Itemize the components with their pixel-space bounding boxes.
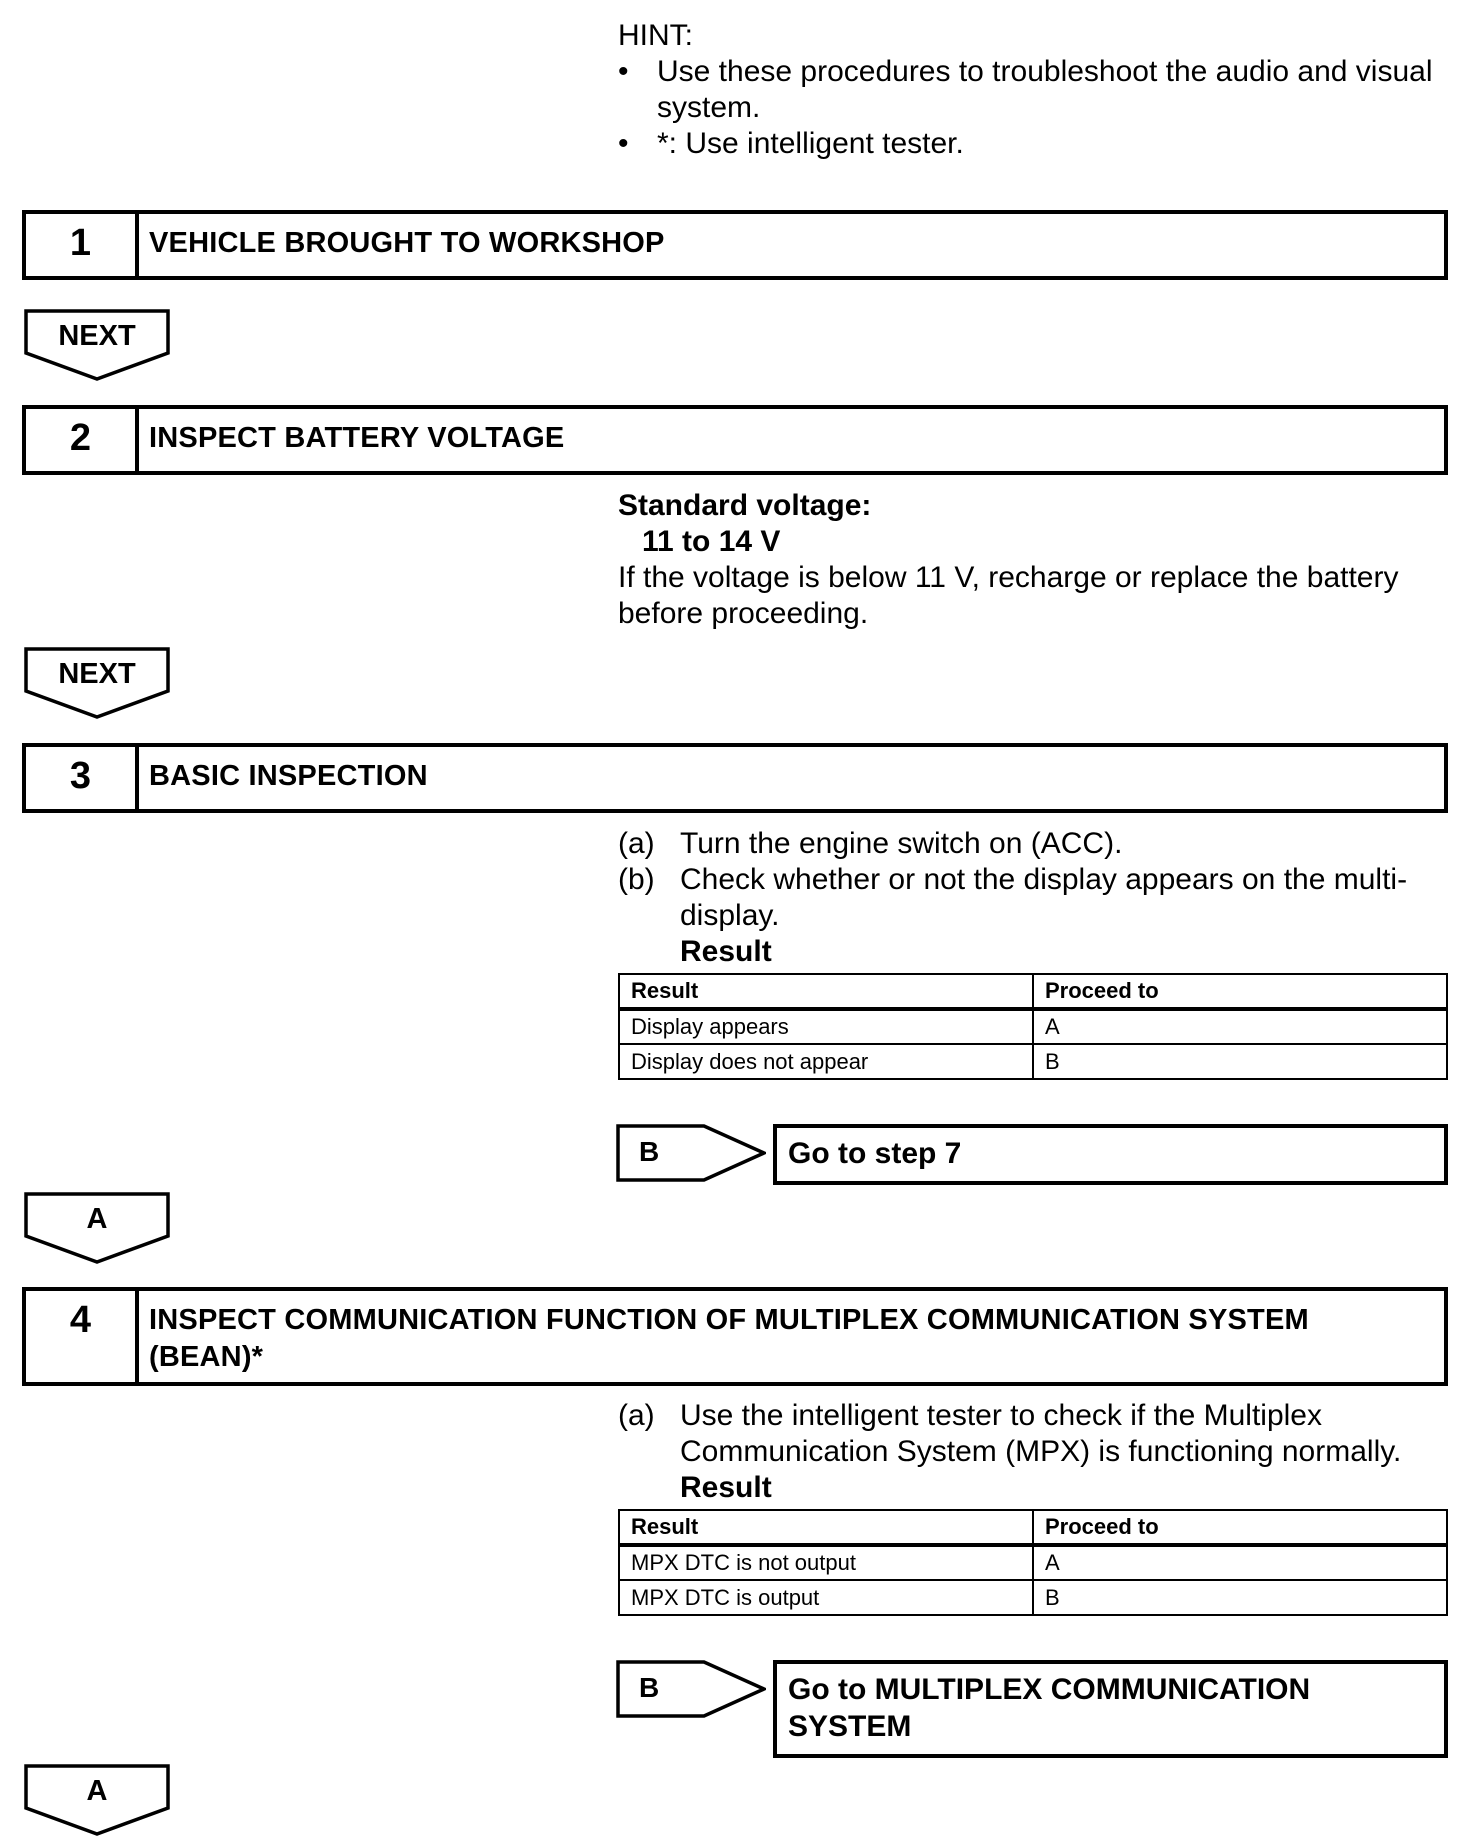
item-label-a: (a)	[618, 827, 655, 860]
goto-text-line2: SYSTEM	[788, 1710, 912, 1743]
step3-item-a-text: Turn the engine switch on (ACC).	[680, 827, 1123, 860]
a-arrow-1	[24, 1192, 170, 1264]
table-cell: B	[1033, 1044, 1447, 1079]
goto-step-7-box	[773, 1124, 1448, 1185]
goto-text-line1: Go to MULTIPLEX COMMUNICATION	[788, 1673, 1311, 1706]
next-arrow-1	[24, 309, 170, 381]
step3-result-table	[618, 973, 1448, 1080]
step-number: 1	[26, 214, 139, 276]
result-heading: Result	[680, 1471, 772, 1504]
step3-item-b-line1: Check whether or not the display appears on the multi-	[680, 863, 1408, 896]
standard-voltage-label: Standard voltage:	[618, 489, 872, 522]
step-2-header	[22, 405, 1448, 475]
step-3-header	[22, 743, 1448, 813]
flow-a-label: A	[86, 1775, 108, 1807]
table-row	[619, 1545, 1447, 1580]
table-cell: Display does not appear	[619, 1044, 1033, 1079]
a-arrow-2	[24, 1764, 170, 1836]
table-header-cell: Result	[619, 1510, 1033, 1545]
hint-bullet-marker: •	[618, 55, 629, 88]
step3-item-b-line2: display.	[680, 899, 780, 932]
table-cell: MPX DTC is output	[619, 1580, 1033, 1615]
table-header-row	[619, 974, 1447, 1009]
item-label-a: (a)	[618, 1399, 655, 1432]
step4-result-table	[618, 1509, 1448, 1616]
step-title-line2: (BEAN)*	[149, 1341, 264, 1373]
result-heading: Result	[680, 935, 772, 968]
table-cell: Display appears	[619, 1009, 1033, 1044]
table-row	[619, 1009, 1447, 1044]
step-title: BASIC INSPECTION	[149, 760, 428, 792]
table-header-cell: Proceed to	[1033, 974, 1447, 1009]
table-row	[619, 1044, 1447, 1079]
step-number: 2	[26, 409, 139, 471]
step-4-header	[22, 1287, 1448, 1386]
hint-bullet-marker: •	[618, 127, 629, 160]
step4-item-a-line1: Use the intelligent tester to check if the Multiplex	[680, 1399, 1322, 1432]
step4-item-a-line2: Communication System (MPX) is functioning normally.	[680, 1435, 1402, 1468]
voltage-note-line1: If the voltage is below 11 V, recharge or replace the battery	[618, 561, 1399, 594]
step-number: 3	[26, 747, 139, 809]
next-label: NEXT	[58, 658, 136, 690]
next-arrow-2	[24, 647, 170, 719]
flow-a-label: A	[86, 1203, 108, 1235]
step-title: INSPECT BATTERY VOLTAGE	[149, 422, 565, 454]
table-header-cell: Result	[619, 974, 1033, 1009]
step-title-line1: INSPECT COMMUNICATION FUNCTION OF MULTIPLEX COMMUNICATION SYSTEM	[149, 1304, 1309, 1336]
table-cell: A	[1033, 1545, 1447, 1580]
table-header-row	[619, 1510, 1447, 1545]
hint-label: HINT:	[618, 19, 693, 52]
branch-letter: B	[639, 1136, 660, 1167]
table-header-cell: Proceed to	[1033, 1510, 1447, 1545]
step-number: 4	[26, 1291, 139, 1382]
step-title	[139, 1291, 1444, 1382]
hint-bullet-2: *: Use intelligent tester.	[657, 127, 964, 160]
branch-b-pointer	[616, 1124, 766, 1182]
goto-multiplex-box	[773, 1660, 1448, 1758]
branch-b-pointer	[616, 1660, 766, 1718]
step-1-header	[22, 210, 1448, 280]
table-row	[619, 1580, 1447, 1615]
table-cell: MPX DTC is not output	[619, 1545, 1033, 1580]
hint-bullet-1-line1: Use these procedures to troubleshoot the audio and visual	[657, 55, 1433, 88]
hint-bullet-1-line2: system.	[657, 91, 761, 124]
next-label: NEXT	[58, 320, 136, 352]
step-title: VEHICLE BROUGHT TO WORKSHOP	[149, 227, 665, 259]
standard-voltage-value: 11 to 14 V	[642, 525, 781, 558]
item-label-b: (b)	[618, 863, 655, 896]
table-cell: B	[1033, 1580, 1447, 1615]
branch-letter: B	[639, 1672, 660, 1703]
goto-text: Go to step 7	[788, 1137, 962, 1170]
table-cell: A	[1033, 1009, 1447, 1044]
voltage-note-line2: before proceeding.	[618, 597, 869, 630]
